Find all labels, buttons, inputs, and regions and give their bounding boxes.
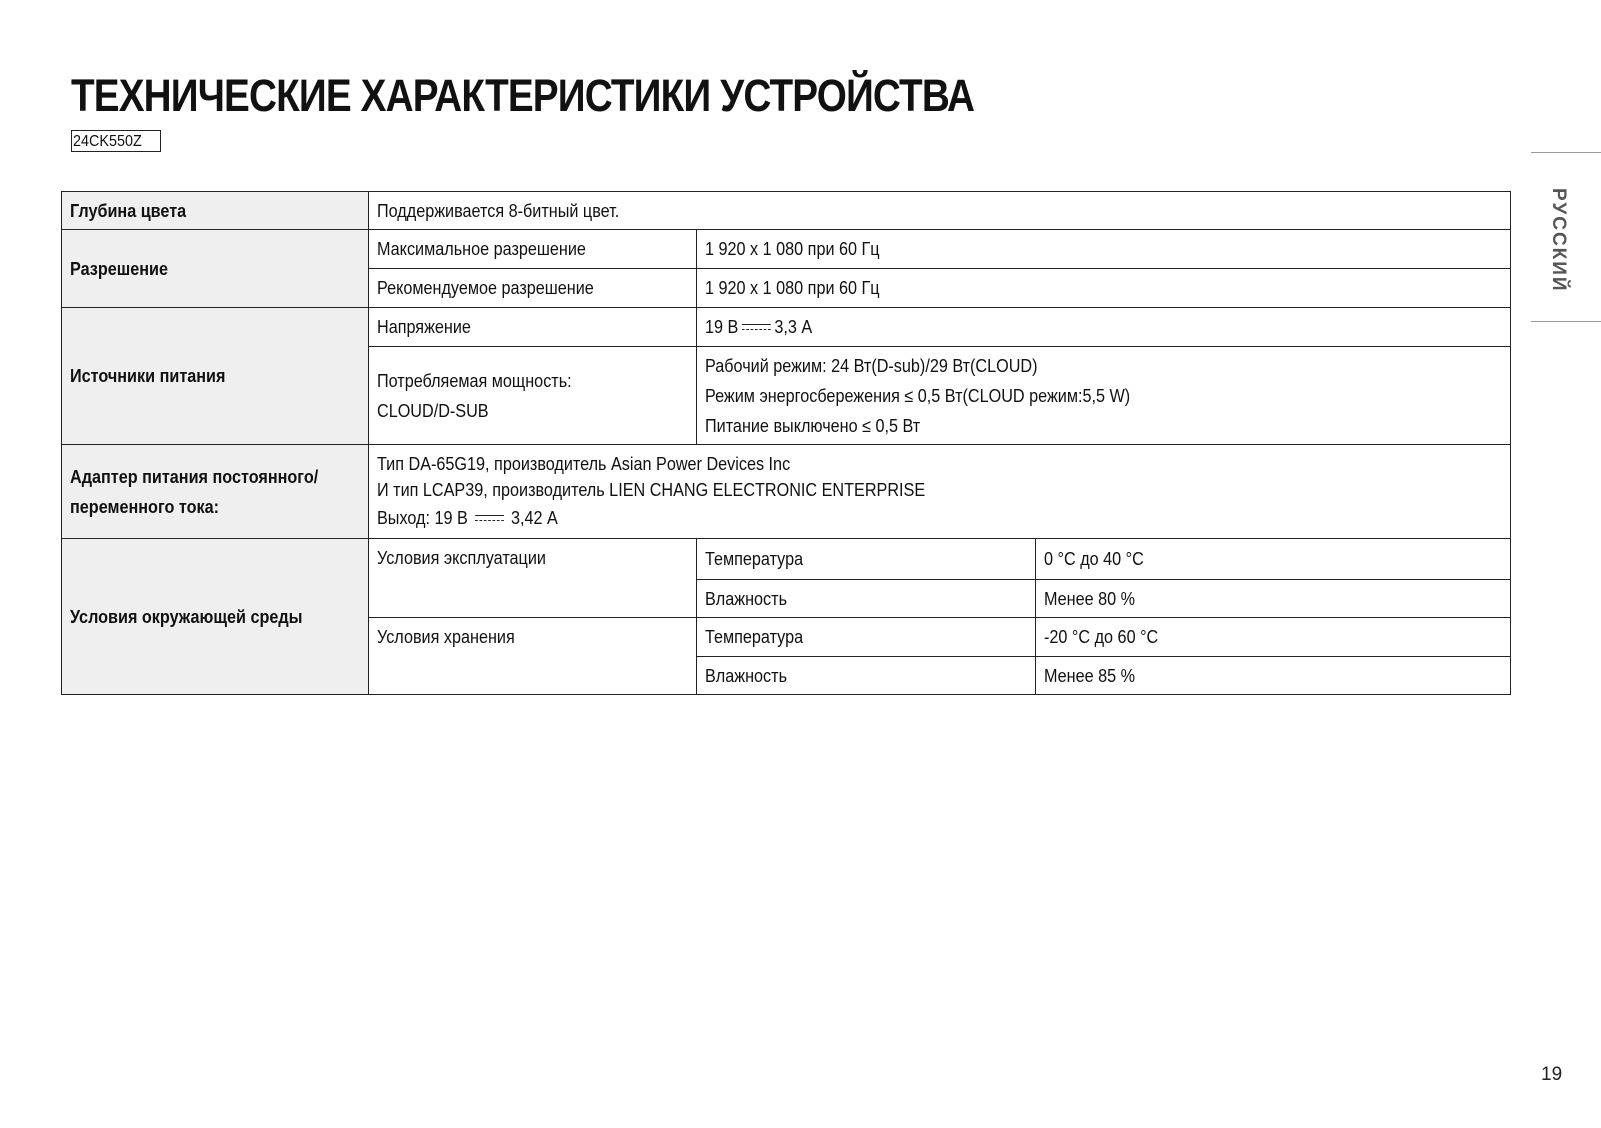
storage-temp-label: Температура <box>697 618 1036 657</box>
table-row <box>62 308 1511 347</box>
model-badge <box>71 130 161 152</box>
rec-resolution-value: 1 920 x 1 080 при 60 Гц <box>697 269 1511 308</box>
model-number: 24CK550Z <box>73 133 142 150</box>
table-row <box>62 230 1511 269</box>
table-row <box>62 192 1511 230</box>
sidebar-divider-bottom <box>1531 321 1601 322</box>
operating-humidity-value: Менее 80 % <box>1036 580 1511 618</box>
consumption-value: Рабочий режим: 24 Вт(D-sub)/29 Вт(CLOUD) Режим энергосбережения ≤ 0,5 Вт(CLOUD режим:5,5 W) Питание выключено ≤ 0,5 Вт <box>697 347 1511 445</box>
adapter-label: Адаптер питания постоянного/ переменного тока: <box>62 445 369 539</box>
power-label: Источники питания <box>62 308 369 445</box>
color-depth-value: Поддерживается 8-битный цвет. <box>369 192 1511 230</box>
storage-conditions-label: Условия хранения <box>369 618 697 695</box>
language-tab: РУССКИЙ <box>1548 188 1569 293</box>
voltage-label: Напряжение <box>369 308 697 347</box>
storage-humidity-label: Влажность <box>697 657 1036 695</box>
dc-symbol-icon <box>742 323 771 333</box>
storage-temp-value: -20 °C до 60 °C <box>1036 618 1511 657</box>
table-row <box>62 445 1511 539</box>
page-number: 19 <box>1541 1064 1563 1085</box>
spec-table <box>61 191 1511 695</box>
operating-humidity-label: Влажность <box>697 580 1036 618</box>
resolution-label: Разрешение <box>62 230 369 308</box>
page-title: ТЕХНИЧЕСКИЕ ХАРАКТЕРИСТИКИ УСТРОЙСТВА <box>71 70 975 121</box>
operating-temp-label: Температура <box>697 539 1036 580</box>
max-resolution-value: 1 920 x 1 080 при 60 Гц <box>697 230 1511 269</box>
dc-symbol-icon <box>475 514 504 524</box>
table-row <box>62 539 1511 580</box>
environment-label: Условия окружающей среды <box>62 539 369 695</box>
color-depth-label: Глубина цвета <box>62 192 369 230</box>
storage-humidity-value: Менее 85 % <box>1036 657 1511 695</box>
voltage-value: 19 В 3,3 A <box>697 308 1511 347</box>
operating-temp-value: 0 °C до 40 °C <box>1036 539 1511 580</box>
operating-conditions-label: Условия эксплуатации <box>369 539 697 618</box>
sidebar-divider-top <box>1531 152 1601 153</box>
max-resolution-label: Максимальное разрешение <box>369 230 697 269</box>
consumption-label: Потребляемая мощность: CLOUD/D-SUB <box>369 347 697 445</box>
adapter-value: Тип DA-65G19, производитель Asian Power Devices Inc И тип LCAP39, производитель LIEN CHANG ELECTRONIC ENTERPRISE Выход: 19 В 3,42 A <box>369 445 1511 539</box>
rec-resolution-label: Рекомендуемое разрешение <box>369 269 697 308</box>
